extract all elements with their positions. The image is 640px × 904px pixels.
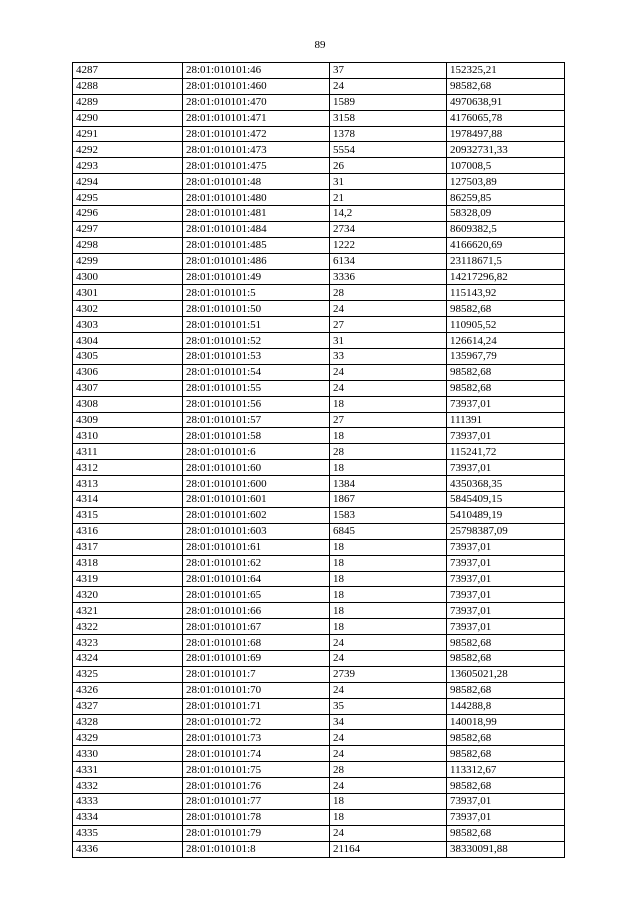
page-number: 89 [314,39,326,51]
row-number-cell: 4316 [73,523,183,539]
cadastral-number-cell: 28:01:010101:481 [183,206,330,222]
area-cell: 33 [330,349,447,365]
table-row [73,555,565,571]
cadastral-number-cell: 28:01:010101:54 [183,364,330,380]
area-cell: 28 [330,444,447,460]
value-cell: 4176065,78 [447,110,565,126]
table-row [73,666,565,682]
row-number-cell: 4288 [73,78,183,94]
table-row [73,301,565,317]
area-cell: 1384 [330,476,447,492]
area-cell: 1583 [330,507,447,523]
table-row [73,476,565,492]
value-cell: 14217296,82 [447,269,565,285]
value-cell: 98582,68 [447,825,565,841]
area-cell: 18 [330,539,447,555]
cadastral-number-cell: 28:01:010101:66 [183,603,330,619]
row-number-cell: 4308 [73,396,183,412]
cadastral-number-cell: 28:01:010101:50 [183,301,330,317]
area-cell: 24 [330,730,447,746]
table-row [73,778,565,794]
table-row [73,825,565,841]
area-cell: 24 [330,825,447,841]
row-number-cell: 4301 [73,285,183,301]
table-row [73,126,565,142]
value-cell: 1978497,88 [447,126,565,142]
cadastral-number-cell: 28:01:010101:46 [183,63,330,79]
area-cell: 18 [330,555,447,571]
value-cell: 4970638,91 [447,94,565,110]
value-cell: 86259,85 [447,190,565,206]
area-cell: 18 [330,428,447,444]
table-row [73,603,565,619]
cadastral-number-cell: 28:01:010101:70 [183,682,330,698]
cadastral-number-cell: 28:01:010101:485 [183,237,330,253]
cadastral-number-cell: 28:01:010101:8 [183,841,330,857]
table-row [73,349,565,365]
area-cell: 18 [330,603,447,619]
value-cell: 8609382,5 [447,221,565,237]
value-cell: 73937,01 [447,555,565,571]
table-row [73,460,565,476]
cadastral-number-cell: 28:01:010101:72 [183,714,330,730]
cadastral-number-cell: 28:01:010101:62 [183,555,330,571]
value-cell: 73937,01 [447,587,565,603]
value-cell: 73937,01 [447,571,565,587]
value-cell: 98582,68 [447,78,565,94]
area-cell: 18 [330,619,447,635]
table-row [73,444,565,460]
area-cell: 6845 [330,523,447,539]
area-cell: 27 [330,412,447,428]
row-number-cell: 4318 [73,555,183,571]
cadastral-number-cell: 28:01:010101:64 [183,571,330,587]
area-cell: 2739 [330,666,447,682]
cadastral-number-cell: 28:01:010101:602 [183,507,330,523]
area-cell: 24 [330,364,447,380]
area-cell: 34 [330,714,447,730]
table-row [73,333,565,349]
area-cell: 24 [330,78,447,94]
table-body [73,63,565,858]
cadastral-number-cell: 28:01:010101:61 [183,539,330,555]
row-number-cell: 4299 [73,253,183,269]
area-cell: 1222 [330,237,447,253]
row-number-cell: 4317 [73,539,183,555]
value-cell: 107008,5 [447,158,565,174]
table-row [73,762,565,778]
table-row [73,428,565,444]
cadastral-number-cell: 28:01:010101:73 [183,730,330,746]
value-cell: 98582,68 [447,650,565,666]
value-cell: 126614,24 [447,333,565,349]
row-number-cell: 4336 [73,841,183,857]
row-number-cell: 4293 [73,158,183,174]
row-number-cell: 4298 [73,237,183,253]
cadastral-number-cell: 28:01:010101:51 [183,317,330,333]
row-number-cell: 4333 [73,793,183,809]
value-cell: 73937,01 [447,396,565,412]
value-cell: 98582,68 [447,682,565,698]
row-number-cell: 4331 [73,762,183,778]
area-cell: 35 [330,698,447,714]
table-row [73,650,565,666]
area-cell: 27 [330,317,447,333]
table-row [73,142,565,158]
cadastral-number-cell: 28:01:010101:53 [183,349,330,365]
row-number-cell: 4287 [73,63,183,79]
area-cell: 18 [330,809,447,825]
row-number-cell: 4330 [73,746,183,762]
row-number-cell: 4314 [73,492,183,508]
row-number-cell: 4324 [73,650,183,666]
cadastral-number-cell: 28:01:010101:48 [183,174,330,190]
table-row [73,253,565,269]
row-number-cell: 4289 [73,94,183,110]
row-number-cell: 4321 [73,603,183,619]
value-cell: 98582,68 [447,635,565,651]
value-cell: 111391 [447,412,565,428]
area-cell: 24 [330,301,447,317]
cadastral-number-cell: 28:01:010101:67 [183,619,330,635]
table-row [73,539,565,555]
value-cell: 4166620,69 [447,237,565,253]
area-cell: 28 [330,762,447,778]
area-cell: 28 [330,285,447,301]
table-row [73,523,565,539]
cadastral-number-cell: 28:01:010101:57 [183,412,330,428]
table-row [73,396,565,412]
value-cell: 73937,01 [447,793,565,809]
cadastral-number-cell: 28:01:010101:5 [183,285,330,301]
cadastral-number-cell: 28:01:010101:600 [183,476,330,492]
area-cell: 1867 [330,492,447,508]
value-cell: 152325,21 [447,63,565,79]
row-number-cell: 4304 [73,333,183,349]
row-number-cell: 4332 [73,778,183,794]
value-cell: 127503,89 [447,174,565,190]
value-cell: 98582,68 [447,746,565,762]
table-row [73,698,565,714]
table-row [73,571,565,587]
table-row [73,380,565,396]
row-number-cell: 4320 [73,587,183,603]
table-row [73,587,565,603]
row-number-cell: 4310 [73,428,183,444]
area-cell: 31 [330,333,447,349]
row-number-cell: 4307 [73,380,183,396]
table-row [73,841,565,857]
table-row [73,190,565,206]
row-number-cell: 4327 [73,698,183,714]
row-number-cell: 4335 [73,825,183,841]
area-cell: 21 [330,190,447,206]
area-cell: 24 [330,778,447,794]
table-row [73,619,565,635]
row-number-cell: 4322 [73,619,183,635]
cadastral-number-cell: 28:01:010101:470 [183,94,330,110]
value-cell: 13605021,28 [447,666,565,682]
row-number-cell: 4311 [73,444,183,460]
area-cell: 24 [330,682,447,698]
value-cell: 73937,01 [447,460,565,476]
table-row [73,206,565,222]
cadastral-number-cell: 28:01:010101:79 [183,825,330,841]
area-cell: 5554 [330,142,447,158]
table-row [73,364,565,380]
row-number-cell: 4334 [73,809,183,825]
table-row [73,94,565,110]
table-row [73,110,565,126]
table-row [73,269,565,285]
cadastral-number-cell: 28:01:010101:475 [183,158,330,174]
area-cell: 21164 [330,841,447,857]
value-cell: 73937,01 [447,809,565,825]
value-cell: 98582,68 [447,364,565,380]
cadastral-number-cell: 28:01:010101:76 [183,778,330,794]
cadastral-number-cell: 28:01:010101:55 [183,380,330,396]
row-number-cell: 4291 [73,126,183,142]
cadastral-number-cell: 28:01:010101:71 [183,698,330,714]
row-number-cell: 4319 [73,571,183,587]
area-cell: 18 [330,793,447,809]
area-cell: 18 [330,396,447,412]
row-number-cell: 4309 [73,412,183,428]
cadastral-number-cell: 28:01:010101:480 [183,190,330,206]
value-cell: 20932731,33 [447,142,565,158]
row-number-cell: 4312 [73,460,183,476]
cadastral-number-cell: 28:01:010101:472 [183,126,330,142]
table-row [73,714,565,730]
cadastral-number-cell: 28:01:010101:58 [183,428,330,444]
value-cell: 5845409,15 [447,492,565,508]
row-number-cell: 4306 [73,364,183,380]
table-row [73,492,565,508]
value-cell: 98582,68 [447,730,565,746]
area-cell: 3158 [330,110,447,126]
cadastral-number-cell: 28:01:010101:77 [183,793,330,809]
row-number-cell: 4325 [73,666,183,682]
cadastral-number-cell: 28:01:010101:49 [183,269,330,285]
table-row [73,809,565,825]
value-cell: 4350368,35 [447,476,565,492]
table-row [73,158,565,174]
value-cell: 110905,52 [447,317,565,333]
value-cell: 115241,72 [447,444,565,460]
cadastral-number-cell: 28:01:010101:601 [183,492,330,508]
cadastral-number-cell: 28:01:010101:460 [183,78,330,94]
cadastral-number-cell: 28:01:010101:78 [183,809,330,825]
area-cell: 18 [330,571,447,587]
cadastral-number-cell: 28:01:010101:65 [183,587,330,603]
area-cell: 31 [330,174,447,190]
area-cell: 2734 [330,221,447,237]
value-cell: 135967,79 [447,349,565,365]
row-number-cell: 4294 [73,174,183,190]
area-cell: 18 [330,587,447,603]
value-cell: 5410489,19 [447,507,565,523]
table-row [73,237,565,253]
area-cell: 3336 [330,269,447,285]
row-number-cell: 4326 [73,682,183,698]
table-row [73,635,565,651]
cadastral-number-cell: 28:01:010101:486 [183,253,330,269]
row-number-cell: 4296 [73,206,183,222]
table-row [73,78,565,94]
area-cell: 6134 [330,253,447,269]
table-row [73,793,565,809]
area-cell: 18 [330,460,447,476]
area-cell: 1589 [330,94,447,110]
area-cell: 37 [330,63,447,79]
area-cell: 24 [330,650,447,666]
value-cell: 58328,09 [447,206,565,222]
row-number-cell: 4297 [73,221,183,237]
cadastral-number-cell: 28:01:010101:484 [183,221,330,237]
table-row [73,285,565,301]
value-cell: 73937,01 [447,619,565,635]
table-row [73,412,565,428]
area-cell: 14,2 [330,206,447,222]
area-cell: 1378 [330,126,447,142]
cadastral-number-cell: 28:01:010101:75 [183,762,330,778]
table-row [73,507,565,523]
cadastral-number-cell: 28:01:010101:6 [183,444,330,460]
row-number-cell: 4329 [73,730,183,746]
row-number-cell: 4302 [73,301,183,317]
cadastral-value-table [72,62,565,858]
row-number-cell: 4292 [73,142,183,158]
row-number-cell: 4305 [73,349,183,365]
value-cell: 73937,01 [447,428,565,444]
area-cell: 26 [330,158,447,174]
value-cell: 140018,99 [447,714,565,730]
table-row [73,63,565,79]
cadastral-number-cell: 28:01:010101:603 [183,523,330,539]
table-row [73,730,565,746]
cadastral-number-cell: 28:01:010101:7 [183,666,330,682]
row-number-cell: 4300 [73,269,183,285]
area-cell: 24 [330,746,447,762]
value-cell: 25798387,09 [447,523,565,539]
value-cell: 144288,8 [447,698,565,714]
value-cell: 23118671,5 [447,253,565,269]
area-cell: 24 [330,380,447,396]
cadastral-number-cell: 28:01:010101:56 [183,396,330,412]
row-number-cell: 4290 [73,110,183,126]
table-row [73,174,565,190]
cadastral-number-cell: 28:01:010101:60 [183,460,330,476]
value-cell: 115143,92 [447,285,565,301]
cadastral-number-cell: 28:01:010101:52 [183,333,330,349]
row-number-cell: 4315 [73,507,183,523]
value-cell: 113312,67 [447,762,565,778]
row-number-cell: 4313 [73,476,183,492]
row-number-cell: 4328 [73,714,183,730]
value-cell: 98582,68 [447,380,565,396]
value-cell: 98582,68 [447,778,565,794]
row-number-cell: 4295 [73,190,183,206]
value-cell: 38330091,88 [447,841,565,857]
cadastral-number-cell: 28:01:010101:69 [183,650,330,666]
cadastral-number-cell: 28:01:010101:74 [183,746,330,762]
table-row [73,682,565,698]
row-number-cell: 4303 [73,317,183,333]
value-cell: 73937,01 [447,539,565,555]
value-cell: 98582,68 [447,301,565,317]
table-row [73,746,565,762]
table-row [73,317,565,333]
table-row [73,221,565,237]
area-cell: 24 [330,635,447,651]
row-number-cell: 4323 [73,635,183,651]
cadastral-number-cell: 28:01:010101:473 [183,142,330,158]
cadastral-number-cell: 28:01:010101:68 [183,635,330,651]
cadastral-number-cell: 28:01:010101:471 [183,110,330,126]
value-cell: 73937,01 [447,603,565,619]
